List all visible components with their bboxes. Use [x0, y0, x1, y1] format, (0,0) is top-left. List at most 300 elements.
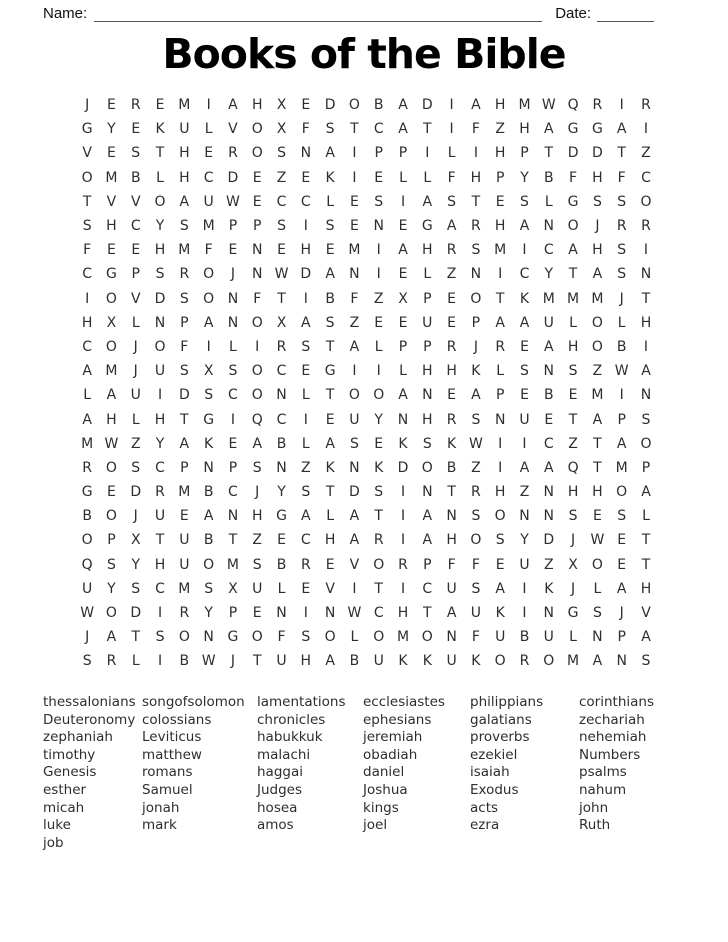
- grid-cell: C: [543, 435, 554, 452]
- grid-cell: E: [107, 484, 116, 501]
- word-list-item: zechariah: [579, 711, 645, 728]
- grid-cell: H: [154, 242, 166, 259]
- grid-cell: Y: [277, 484, 286, 501]
- grid-cell: N: [276, 605, 287, 622]
- grid-cell: A: [398, 242, 408, 259]
- grid-cell: A: [446, 218, 457, 235]
- grid-cell: Y: [520, 532, 529, 549]
- grid-cell: C: [543, 242, 554, 259]
- grid-cell: Y: [544, 266, 554, 283]
- grid-cell: M: [105, 363, 118, 380]
- grid-cell: O: [105, 605, 117, 622]
- grid-cell: T: [155, 145, 165, 162]
- grid-cell: P: [423, 338, 432, 355]
- grid-cell: P: [617, 411, 626, 428]
- grid-cell: O: [373, 556, 385, 573]
- grid-cell: U: [252, 580, 263, 597]
- grid-cell: Z: [519, 484, 530, 501]
- grid-cell: X: [276, 121, 287, 138]
- grid-cell: J: [133, 363, 138, 380]
- word-list-item: acts: [470, 799, 499, 816]
- grid-cell: E: [398, 218, 408, 235]
- grid-cell: Z: [568, 435, 578, 452]
- grid-cell: D: [421, 97, 433, 114]
- grid-cell: N: [349, 459, 360, 476]
- grid-cell: A: [349, 338, 360, 355]
- page-title: Books of the Bible: [162, 30, 566, 78]
- grid-cell: U: [519, 556, 530, 573]
- grid-cell: S: [131, 459, 141, 476]
- grid-cell: Q: [567, 459, 579, 476]
- grid-cell: V: [641, 605, 651, 622]
- grid-cell: Y: [107, 121, 116, 138]
- grid-cell: J: [619, 290, 624, 307]
- word-list-column: [470, 694, 579, 835]
- grid-cell: X: [276, 97, 287, 114]
- grid-cell: S: [179, 218, 189, 235]
- grid-cell: E: [131, 242, 141, 259]
- grid-cell: J: [230, 653, 235, 670]
- grid-cell: A: [398, 121, 408, 138]
- grid-cell: G: [567, 193, 579, 210]
- grid-cell: H: [494, 145, 506, 162]
- grid-cell: I: [230, 411, 235, 428]
- grid-cell: L: [131, 653, 140, 670]
- grid-cell: L: [374, 338, 383, 355]
- grid-cell: M: [518, 97, 531, 114]
- grid-cell: Z: [446, 266, 457, 283]
- word-list-item: Joshua: [363, 781, 408, 798]
- grid-cell: L: [131, 411, 140, 428]
- grid-cell: R: [228, 145, 238, 162]
- grid-cell: V: [228, 121, 238, 138]
- grid-cell: I: [400, 532, 406, 549]
- grid-cell: E: [592, 508, 602, 525]
- grid-cell: S: [277, 145, 286, 162]
- grid-cell: K: [374, 459, 384, 476]
- grid-cell: Z: [543, 556, 554, 573]
- grid-cell: T: [641, 532, 651, 549]
- word-list-item: matthew: [142, 746, 202, 763]
- grid-cell: A: [592, 266, 603, 283]
- grid-cell: E: [252, 169, 262, 186]
- grid-cell: T: [641, 290, 651, 307]
- grid-cell: A: [179, 435, 190, 452]
- grid-cell: T: [131, 629, 141, 646]
- grid-cell: U: [179, 556, 190, 573]
- grid-cell: I: [619, 387, 624, 404]
- grid-cell: V: [349, 556, 360, 573]
- grid-cell: I: [619, 97, 624, 114]
- grid-cell: I: [206, 338, 211, 355]
- grid-cell: C: [228, 484, 238, 501]
- grid-cell: B: [179, 653, 190, 670]
- grid-cell: D: [154, 290, 166, 307]
- grid-cell: H: [179, 145, 190, 162]
- grid-cell: A: [349, 508, 360, 525]
- grid-cell: P: [180, 314, 189, 331]
- grid-cell: K: [155, 121, 165, 138]
- grid-cell: L: [423, 266, 432, 283]
- grid-cell: P: [520, 145, 529, 162]
- grid-cell: R: [641, 218, 651, 235]
- word-list-column: [363, 694, 470, 835]
- grid-cell: X: [398, 290, 408, 307]
- grid-cell: L: [156, 169, 164, 186]
- grid-cell: J: [85, 629, 90, 646]
- grid-cell: H: [422, 242, 433, 259]
- grid-cell: O: [494, 508, 506, 525]
- word-list-item: Leviticus: [142, 729, 202, 746]
- grid-cell: D: [543, 532, 555, 549]
- grid-cell: L: [204, 121, 213, 138]
- grid-cell: I: [352, 580, 357, 597]
- grid-cell: E: [447, 290, 457, 307]
- grid-cell: N: [616, 653, 627, 670]
- grid-cell: H: [592, 169, 603, 186]
- grid-cell: J: [473, 338, 478, 355]
- grid-cell: N: [640, 266, 652, 283]
- date-write-line: [597, 6, 654, 22]
- grid-cell: F: [350, 290, 359, 307]
- grid-cell: S: [641, 653, 651, 670]
- grid-cell: I: [303, 605, 308, 622]
- grid-cell: S: [325, 121, 335, 138]
- grid-cell: E: [179, 508, 189, 525]
- grid-cell: S: [520, 193, 529, 210]
- grid-cell: O: [373, 629, 385, 646]
- grid-cell: U: [203, 193, 214, 210]
- grid-cell: J: [571, 532, 576, 549]
- grid-cell: S: [252, 459, 262, 476]
- grid-cell: O: [251, 363, 263, 380]
- grid-cell: F: [83, 242, 92, 259]
- grid-cell: O: [154, 193, 166, 210]
- grid-cell: T: [471, 193, 481, 210]
- grid-cell: T: [277, 290, 286, 307]
- grid-cell: I: [643, 121, 649, 138]
- grid-cell: A: [641, 484, 651, 501]
- word-list-item: kings: [363, 799, 399, 816]
- grid-cell: M: [494, 242, 507, 259]
- grid-cell: L: [83, 387, 92, 404]
- grid-cell: S: [155, 629, 165, 646]
- grid-cell: X: [203, 363, 214, 380]
- grid-cell: H: [519, 121, 530, 138]
- grid-cell: X: [228, 580, 238, 597]
- grid-cell: P: [398, 338, 408, 355]
- grid-cell: Z: [349, 314, 360, 331]
- grid-cell: M: [591, 290, 604, 307]
- grid-cell: N: [543, 484, 555, 501]
- grid-cell: O: [251, 314, 263, 331]
- grid-cell: Y: [155, 435, 165, 452]
- grid-cell: I: [376, 242, 381, 259]
- grid-cell: D: [349, 484, 360, 501]
- grid-cell: A: [568, 242, 578, 259]
- grid-cell: S: [447, 193, 457, 210]
- grid-cell: N: [349, 266, 360, 283]
- grid-cell: B: [543, 169, 554, 186]
- grid-cell: O: [421, 629, 433, 646]
- grid-cell: U: [446, 580, 457, 597]
- grid-cell: F: [471, 629, 480, 646]
- grid-cell: W: [541, 97, 556, 114]
- grid-cell: S: [568, 508, 578, 525]
- grid-cell: E: [325, 411, 335, 428]
- grid-cell: N: [640, 387, 652, 404]
- word-list-item: hosea: [257, 799, 298, 816]
- grid-cell: H: [154, 411, 166, 428]
- grid-cell: H: [397, 605, 409, 622]
- grid-cell: R: [471, 484, 481, 501]
- grid-cell: Z: [130, 435, 141, 452]
- grid-cell: A: [252, 435, 263, 452]
- grid-cell: O: [251, 629, 263, 646]
- grid-cell: S: [179, 363, 189, 380]
- grid-cell: I: [643, 242, 649, 259]
- grid-cell: U: [495, 629, 506, 646]
- grid-cell: U: [543, 629, 554, 646]
- grid-cell: L: [326, 193, 335, 210]
- grid-cell: S: [301, 629, 311, 646]
- grid-cell: Y: [520, 169, 529, 186]
- grid-cell: H: [300, 653, 312, 670]
- grid-cell: N: [470, 266, 482, 283]
- grid-cell: R: [300, 556, 311, 573]
- grid-cell: H: [154, 556, 166, 573]
- grid-cell: R: [276, 338, 287, 355]
- grid-cell: O: [105, 508, 117, 525]
- grid-cell: A: [446, 605, 457, 622]
- grid-cell: I: [425, 145, 430, 162]
- grid-cell: Z: [471, 459, 481, 476]
- grid-cell: P: [180, 459, 189, 476]
- grid-cell: K: [471, 653, 481, 670]
- grid-cell: E: [301, 169, 311, 186]
- grid-cell: B: [519, 629, 530, 646]
- grid-cell: W: [347, 605, 362, 622]
- grid-cell: C: [276, 363, 287, 380]
- word-list-column: [43, 694, 142, 852]
- grid-cell: I: [473, 145, 478, 162]
- grid-cell: A: [495, 580, 505, 597]
- grid-cell: G: [567, 605, 579, 622]
- word-list-item: songofsolomon: [142, 694, 245, 710]
- grid-cell: J: [230, 266, 235, 283]
- grid-cell: E: [204, 145, 214, 162]
- grid-cell: T: [180, 411, 189, 428]
- grid-cell: I: [400, 193, 406, 210]
- word-list-item: Exodus: [470, 781, 519, 798]
- grid-cell: O: [616, 484, 628, 501]
- grid-cell: O: [373, 387, 385, 404]
- grid-cell: P: [228, 218, 238, 235]
- word-list-item: Judges: [257, 781, 303, 798]
- grid-cell: N: [519, 508, 530, 525]
- grid-cell: G: [324, 363, 336, 380]
- grid-cell: A: [203, 508, 214, 525]
- grid-cell: F: [253, 290, 262, 307]
- word-list-item: joel: [363, 817, 388, 834]
- grid-cell: F: [471, 556, 480, 573]
- grid-cell: B: [349, 653, 360, 670]
- grid-cell: E: [252, 605, 262, 622]
- grid-cell: N: [203, 459, 214, 476]
- grid-cell: T: [374, 508, 383, 525]
- grid-cell: E: [374, 169, 384, 186]
- grid-cell: K: [422, 653, 432, 670]
- grid-cell: U: [82, 580, 93, 597]
- grid-cell: O: [251, 145, 263, 162]
- grid-cell: N: [446, 629, 457, 646]
- grid-cell: R: [179, 266, 190, 283]
- grid-cell: T: [617, 145, 626, 162]
- grid-cell: M: [396, 629, 410, 646]
- grid-cell: O: [105, 290, 117, 307]
- grid-cell: O: [154, 338, 166, 355]
- grid-cell: A: [325, 653, 335, 670]
- grid-cell: D: [178, 387, 190, 404]
- grid-cell: D: [591, 145, 603, 162]
- grid-cell: C: [276, 411, 287, 428]
- grid-cell: G: [106, 266, 117, 283]
- grid-cell: O: [203, 266, 215, 283]
- grid-cell: B: [203, 484, 214, 501]
- grid-cell: A: [641, 629, 651, 646]
- grid-cell: N: [543, 218, 555, 235]
- grid-cell: E: [617, 556, 627, 573]
- grid-cell: H: [567, 338, 579, 355]
- grid-cell: E: [447, 314, 457, 331]
- grid-cell: Y: [131, 556, 141, 573]
- grid-cell: A: [519, 314, 530, 331]
- grid-cell: U: [154, 508, 166, 525]
- grid-cell: R: [519, 653, 530, 670]
- grid-cell: C: [228, 387, 238, 404]
- grid-cell: H: [446, 532, 457, 549]
- grid-cell: I: [303, 290, 308, 307]
- grid-cell: F: [447, 556, 456, 573]
- grid-cell: B: [276, 435, 287, 452]
- grid-cell: A: [228, 97, 238, 114]
- grid-cell: S: [204, 580, 214, 597]
- grid-cell: J: [571, 580, 576, 597]
- grid-cell: N: [227, 290, 239, 307]
- grid-cell: E: [495, 556, 505, 573]
- word-list-item: mark: [142, 817, 177, 834]
- grid-cell: X: [106, 314, 117, 331]
- grid-cell: T: [325, 387, 335, 404]
- grid-cell: Q: [81, 556, 93, 573]
- grid-cell: J: [595, 218, 600, 235]
- grid-cell: R: [616, 218, 627, 235]
- grid-cell: G: [81, 484, 93, 501]
- grid-cell: E: [325, 242, 335, 259]
- grid-cell: E: [252, 193, 262, 210]
- grid-cell: A: [106, 629, 117, 646]
- grid-cell: E: [107, 97, 116, 114]
- grid-cell: K: [495, 605, 505, 622]
- grid-cell: T: [374, 580, 383, 597]
- grid-cell: N: [446, 508, 457, 525]
- grid-cell: J: [133, 508, 138, 525]
- grid-cell: F: [277, 629, 286, 646]
- word-list-item: john: [579, 799, 609, 816]
- grid-cell: L: [569, 314, 577, 331]
- grid-cell: T: [325, 484, 335, 501]
- grid-cell: B: [82, 508, 92, 525]
- word-list-item: romans: [142, 764, 193, 781]
- grid-cell: I: [85, 290, 90, 307]
- grid-cell: T: [544, 145, 554, 162]
- grid-cell: W: [80, 605, 95, 622]
- grid-cell: D: [567, 145, 579, 162]
- grid-cell: A: [616, 580, 627, 597]
- grid-cell: G: [421, 218, 433, 235]
- grid-cell: L: [131, 314, 140, 331]
- grid-cell: I: [400, 580, 406, 597]
- grid-cell: I: [522, 580, 527, 597]
- grid-cell: H: [494, 218, 506, 235]
- grid-cell: N: [203, 629, 214, 646]
- grid-cell: J: [255, 484, 260, 501]
- grid-cell: M: [567, 653, 580, 670]
- grid-cell: H: [106, 411, 117, 428]
- grid-cell: B: [203, 532, 214, 549]
- grid-cell: N: [543, 508, 555, 525]
- grid-cell: L: [399, 169, 407, 186]
- grid-cell: L: [593, 580, 602, 597]
- grid-cell: L: [229, 338, 237, 355]
- grid-cell: C: [373, 121, 384, 138]
- grid-cell: Z: [301, 459, 311, 476]
- grid-cell: H: [106, 218, 117, 235]
- grid-cell: P: [495, 387, 505, 404]
- grid-cell: S: [131, 580, 141, 597]
- word-list-item: haggai: [257, 764, 303, 781]
- grid-cell: R: [446, 242, 457, 259]
- grid-cell: P: [423, 556, 432, 573]
- grid-cell: H: [251, 97, 263, 114]
- grid-cell: M: [202, 218, 215, 235]
- grid-cell: A: [301, 508, 311, 525]
- grid-cell: A: [422, 508, 433, 525]
- grid-cell: E: [228, 435, 238, 452]
- grid-cell: A: [544, 459, 554, 476]
- word-list-item: isaiah: [470, 764, 510, 781]
- grid-cell: I: [498, 459, 503, 476]
- word-list-item: jonah: [142, 799, 180, 816]
- grid-cell: O: [591, 338, 603, 355]
- grid-cell: F: [180, 338, 189, 355]
- grid-cell: R: [130, 97, 141, 114]
- grid-cell: U: [543, 314, 554, 331]
- word-list: [43, 694, 685, 852]
- grid-cell: T: [641, 556, 651, 573]
- grid-cell: F: [204, 242, 213, 259]
- grid-cell: B: [446, 459, 457, 476]
- grid-cell: Q: [567, 97, 579, 114]
- grid-cell: E: [617, 532, 627, 549]
- grid-cell: H: [592, 484, 603, 501]
- grid-cell: N: [300, 145, 312, 162]
- grid-cell: A: [398, 387, 408, 404]
- grid-cell: B: [543, 387, 554, 404]
- word-list-item: nehemiah: [579, 729, 647, 746]
- grid-cell: I: [498, 266, 503, 283]
- grid-cell: S: [617, 193, 627, 210]
